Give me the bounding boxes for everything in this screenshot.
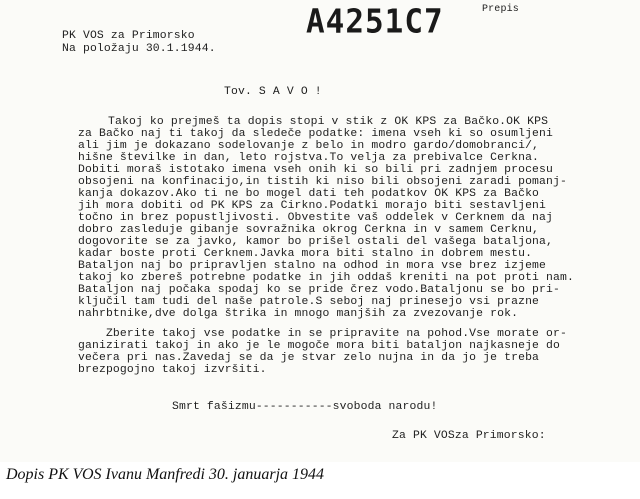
body-line: točno in brez popustljivosti. Obvestite vaš oddelek v Cerknem da naj	[78, 212, 554, 224]
image-caption: Dopis PK VOS Ivanu Manfredi 30. januarja 1944	[6, 466, 325, 483]
body-line: Zberite takoj vse podatke in se pripravite na pohod.Vse morate or-	[78, 328, 567, 340]
salutation: Tov. S A V O !	[224, 86, 322, 98]
body-line: Bataljon naj bo pripravljen stalno na odhod in mora vse brez izjeme	[78, 260, 547, 272]
body-line: kadar boste proti Cerknem.Javka mora biti stalno in dobrem mestu.	[78, 248, 533, 260]
body-line: Takoj ko prejmeš ta dopis stopi v stik z OK KPS za Bačko.OK KPS	[108, 116, 549, 128]
body-line: ključil tam tudi del naše patrole.S seboj naj prinesejo vsi prazne	[78, 296, 540, 308]
body-line: dobro zasleduje gibanje sovražnika okrog Cerkna in v samem Cerknu,	[78, 224, 540, 236]
body-line: nahrbtnike,dve dolga štrika in mnogo manjših za zvezovanje rok.	[78, 308, 519, 320]
body-line: kanja dokazov.Ako ti ne bo mogel dati teh podatkov OK KPS za Bačko	[78, 188, 540, 200]
closing-slogan: Smrt fašizmu-----------svoboda narodu!	[172, 401, 438, 413]
signature-line: Za PK VOSza Primorsko:	[392, 430, 546, 442]
body-line: ali jim je dokazano sodelovanje z belo in modro gardo/domobranci/,	[78, 140, 540, 152]
body-line: Dobiti moraš istotako imena vseh onih ki so bili pri zadnjem procesu	[78, 164, 554, 176]
archive-label: Prepis	[482, 4, 519, 15]
body-line: za Bačko naj ti takoj da sledeče podatke: imena vseh ki so osumljeni	[78, 128, 554, 140]
body-line: ganizirati takoj in ako je le mogoče mora biti bataljon najkasneje do	[78, 340, 560, 352]
body-line: Bataljon naj počaka spodaj ko se pride črez vodo.Bataljonu se bo pri-	[78, 284, 560, 296]
body-line: obsojeni na konfinacijo,in tistih ki niso bili obsojeni zaradi pomanj-	[78, 176, 567, 188]
archive-number-stamp: A4251C7	[306, 3, 444, 41]
body-line: hišne številke in dan, leto rojstva.To velja za prebivalce Cerkna.	[78, 152, 540, 164]
body-line: brezpogojno takoj izvršiti.	[78, 364, 267, 376]
body-line: jih mora dobiti od PK KPS za Cirkno.Podatki morajo biti sestavljeni	[78, 200, 547, 212]
body-line: takoj ko zbereš potrebne podatke in jih oddaš kreniti na pot proti nam.	[78, 272, 574, 284]
body-line: dogovorite se za javko, kamor bo prišel ostali del vašega bataljona,	[78, 236, 554, 248]
body-line: večera pri nas.Zavedaj se da je stvar zelo nujna in da jo je treba	[78, 352, 540, 364]
sender-line-1: PK VOS za Primorsko	[62, 30, 195, 42]
sender-date-line: Na položaju 30.1.1944.	[62, 43, 216, 55]
